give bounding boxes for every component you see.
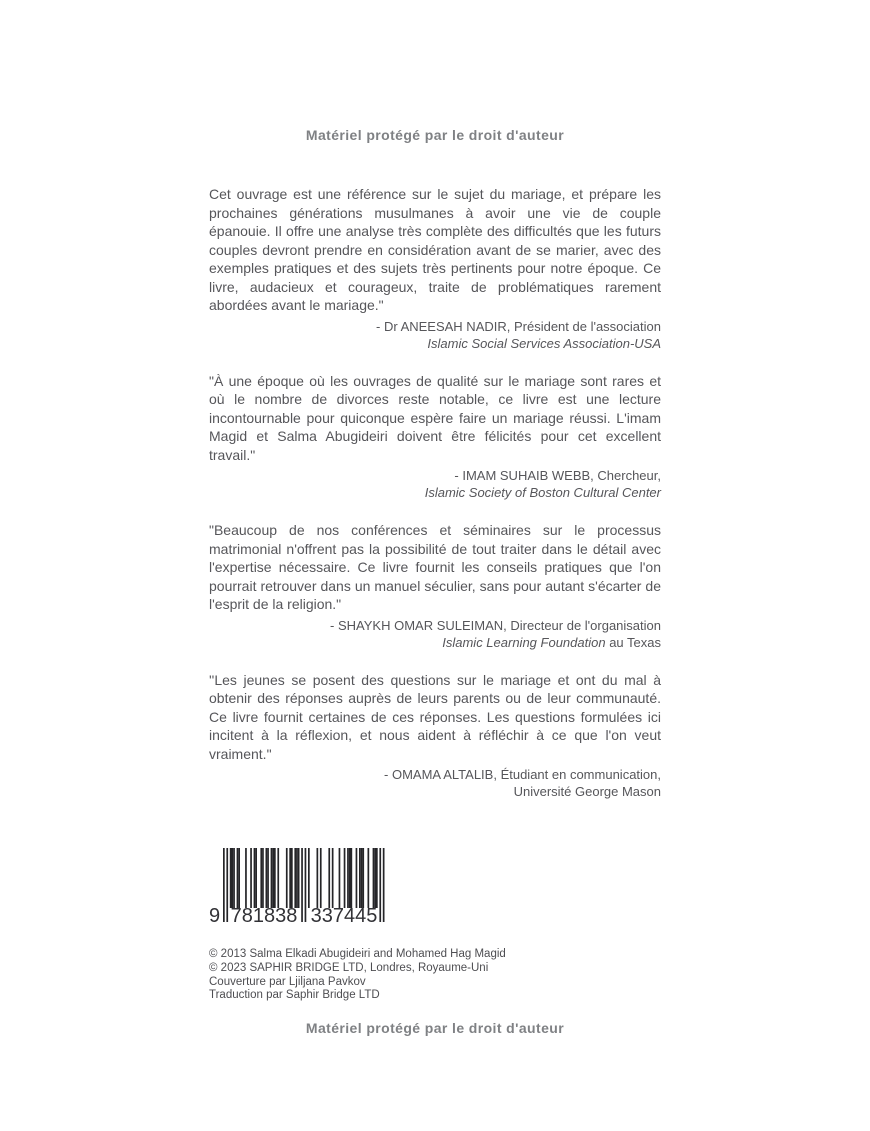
attribution-name-line: - IMAM SUHAIB WEBB, Chercheur, <box>454 468 661 483</box>
barcode-digits-right-group: 337445 <box>310 905 378 927</box>
colophon-line-copyright-2013: © 2013 Salma Elkadi Abugideiri and Mohamed Hag Magid <box>209 948 506 960</box>
quote-text: Cet ouvrage est une référence sur le sujet du mariage, et prépare les prochaines générations musulmanes à avoir une vie de couple épanouie. Il offre une analyse très complète des difficultés que les futurs couples devront prendre en considération avant de se marier, avec des exemples pratiques et des sujets très pertinents pour notre époque. Ce livre, audacieux et courageux, traite de problématiques rarement abordées avant le mariage." <box>209 186 661 313</box>
attribution-org-line <box>209 335 661 352</box>
quote-text: "À une époque où les ouvrages de qualité sur le mariage sont rares et où le nombre de divorces reste notable, ce livre est une lecture incontournable pour quiconque espère faire un mariage réussi. L'imam Magid et Salma Abugideiri doivent être félicités pour cet excellent travail." <box>209 372 661 463</box>
quote-text: "Beaucoup de nos conférences et séminaires sur le processus matrimonial n'offrent pas la possibilité de tout traiter dans le détail avec l'expertise nécessaire. Ce livre fournit les conseils pratiques que l'on pourrait retrouver dans un manuel séculier, sans pour autant s'écarter de l'esprit de la religion." <box>209 522 661 612</box>
attribution-org-line <box>209 484 661 501</box>
colophon-line-cover-credit: Couverture par Ljiljana Pavkov <box>209 975 366 988</box>
barcode-ean13 <box>209 848 385 932</box>
attribution-org-line <box>209 783 661 800</box>
quote-attribution <box>209 766 661 800</box>
attribution-org-regular: Université George Mason <box>513 784 661 799</box>
barcode-digits-left-group: 781838 <box>230 905 298 927</box>
quote-block-2 <box>209 372 661 502</box>
quote-attribution <box>209 617 661 651</box>
colophon <box>209 948 661 1003</box>
colophon-line-copyright-2023: © 2023 SAPHIR BRIDGE LTD, Londres, Royaume-Uni <box>209 961 489 974</box>
quote-attribution <box>209 467 661 501</box>
attribution-name-line: - OMAMA ALTALIB, Étudiant en communication, <box>384 767 661 782</box>
quote-block-1 <box>209 185 661 352</box>
quote-text: ''Les jeunes se posent des questions sur le mariage et ont du mal à obtenir des réponses auprès de leurs parents ou de leur communauté. Ce livre fournit certaines de ces réponses. Les questions formulées ici incitent à la réflexion, et nous aident à réfléchir à ce que l'on veut vraiment." <box>209 671 661 762</box>
barcode-digit-first: 9 <box>209 905 221 927</box>
attribution-org-italic: Islamic Social Services Association-USA <box>427 335 661 351</box>
attribution-org-italic: Islamic Society of Boston Cultural Center <box>424 485 661 500</box>
attribution-org-line <box>209 634 661 651</box>
content-column <box>209 185 661 1003</box>
colophon-line-translation-credit: Traduction par Saphir Bridge LTD <box>209 989 380 1002</box>
quote-block-3 <box>209 521 661 651</box>
copyright-protection-notice-bottom: Matériel protégé par le droit d'auteur <box>305 1020 565 1037</box>
quote-block-4 <box>209 671 661 801</box>
attribution-org-regular: au Texas <box>605 634 661 650</box>
copyright-protection-notice-top: Matériel protégé par le droit d'auteur <box>305 127 565 143</box>
attribution-name-line: - SHAYKH OMAR SULEIMAN, Directeur de l'organisation <box>330 617 661 633</box>
attribution-name-line: - Dr ANEESAH NADIR, Président de l'association <box>376 318 661 334</box>
attribution-org-italic: Islamic Learning Foundation <box>442 634 606 650</box>
quote-attribution <box>209 318 661 352</box>
